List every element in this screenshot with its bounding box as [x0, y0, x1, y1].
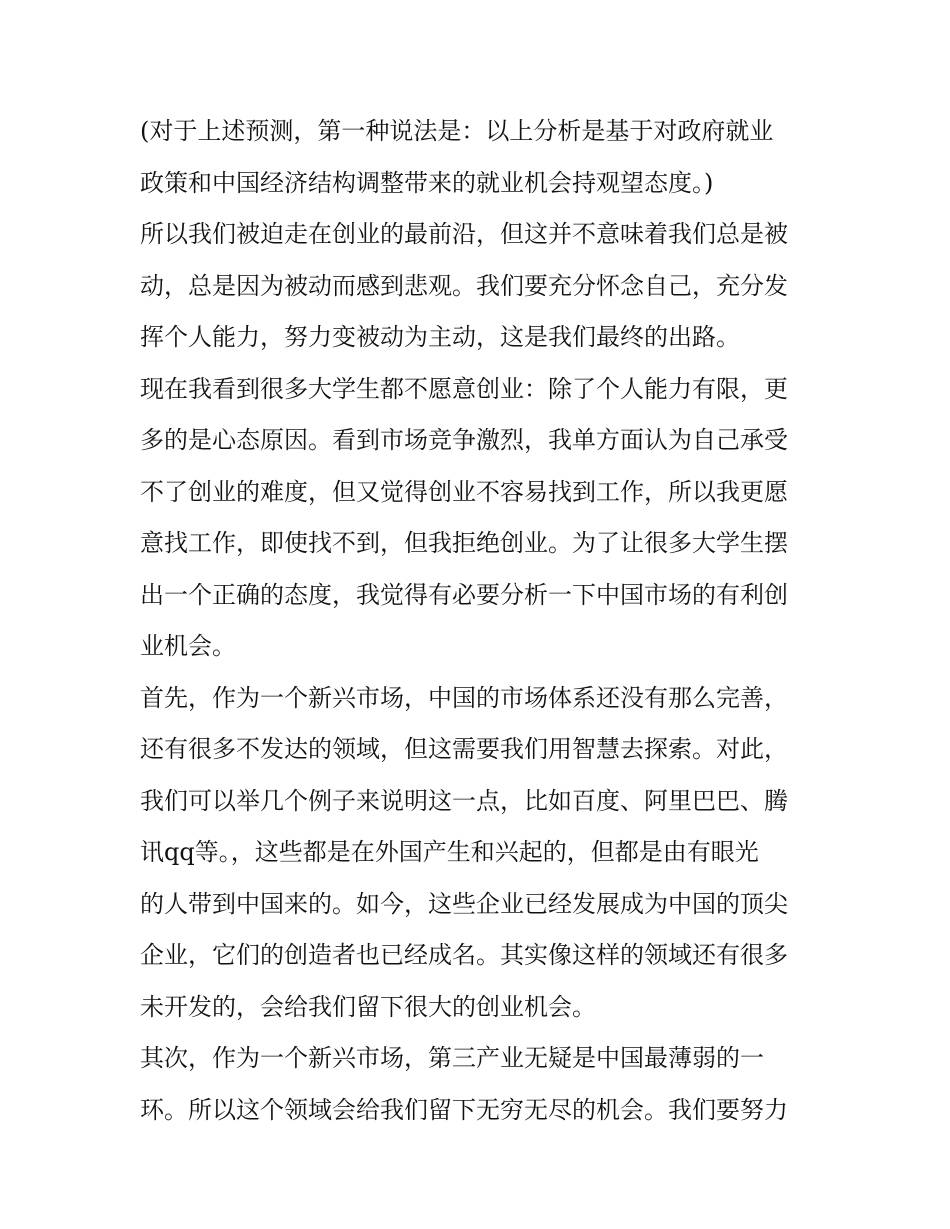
text-line: 意找工作，即使找不到，但我拒绝创业。为了让很多大学生摆 — [140, 529, 788, 557]
text-line: 企业，它们的创造者也已经成名。其实像这样的领域还有很多 — [140, 941, 788, 969]
text-line: 现在我看到很多大学生都不愿意创业：除了个人能力有限，更 — [140, 374, 788, 403]
text-line: 环。所以这个领域会给我们留下无穷无尽的机会。我们要努力 — [140, 1095, 788, 1124]
text-line: 还有很多不发达的领域，但这需要我们用智慧去探索。对此， — [140, 735, 788, 763]
text-line: 政策和中国经济结构调整带来的就业机会持观望态度。) — [140, 168, 714, 197]
text-line: 所以我们被迫走在创业的最前沿，但这并不意味着我们总是被 — [140, 220, 788, 248]
text-line: 多的是心态原因。看到市场竞争激烈，我单方面认为自己承受 — [140, 426, 788, 454]
text-line: 首先，作为一个新兴市场，中国的市场体系还没有那么完善， — [140, 683, 788, 712]
text-line: 不了创业的难度，但又觉得创业不容易找到工作，所以我更愿 — [140, 477, 788, 506]
text-line: 的人带到中国来的。如今，这些企业已经发展成为中国的顶尖 — [140, 889, 788, 918]
text-line: (对于上述预测，第一种说法是：以上分析是基于对政府就业 — [140, 117, 774, 145]
text-line: 我们可以举几个例子来说明这一点，比如百度、阿里巴巴、腾 — [140, 786, 788, 815]
text-line: 动，总是因为被动而感到悲观。我们要充分怀念自己，充分发 — [140, 271, 788, 300]
text-line: 业机会。 — [140, 632, 236, 660]
text-line: 讯qq等。，这些都是在外国产生和兴起的，但都是由有眼光 — [140, 838, 759, 866]
text-line: 出一个正确的态度，我觉得有必要分析一下中国市场的有利创 — [140, 580, 788, 609]
text-line: 其次，作为一个新兴市场，第三产业无疑是中国最薄弱的一 — [140, 1044, 764, 1072]
text-line: 未开发的，会给我们留下很大的创业机会。 — [140, 992, 596, 1021]
text-line: 挥个人能力，努力变被动为主动，这是我们最终的出路。 — [140, 323, 740, 351]
body-text — [140, 106, 820, 1136]
